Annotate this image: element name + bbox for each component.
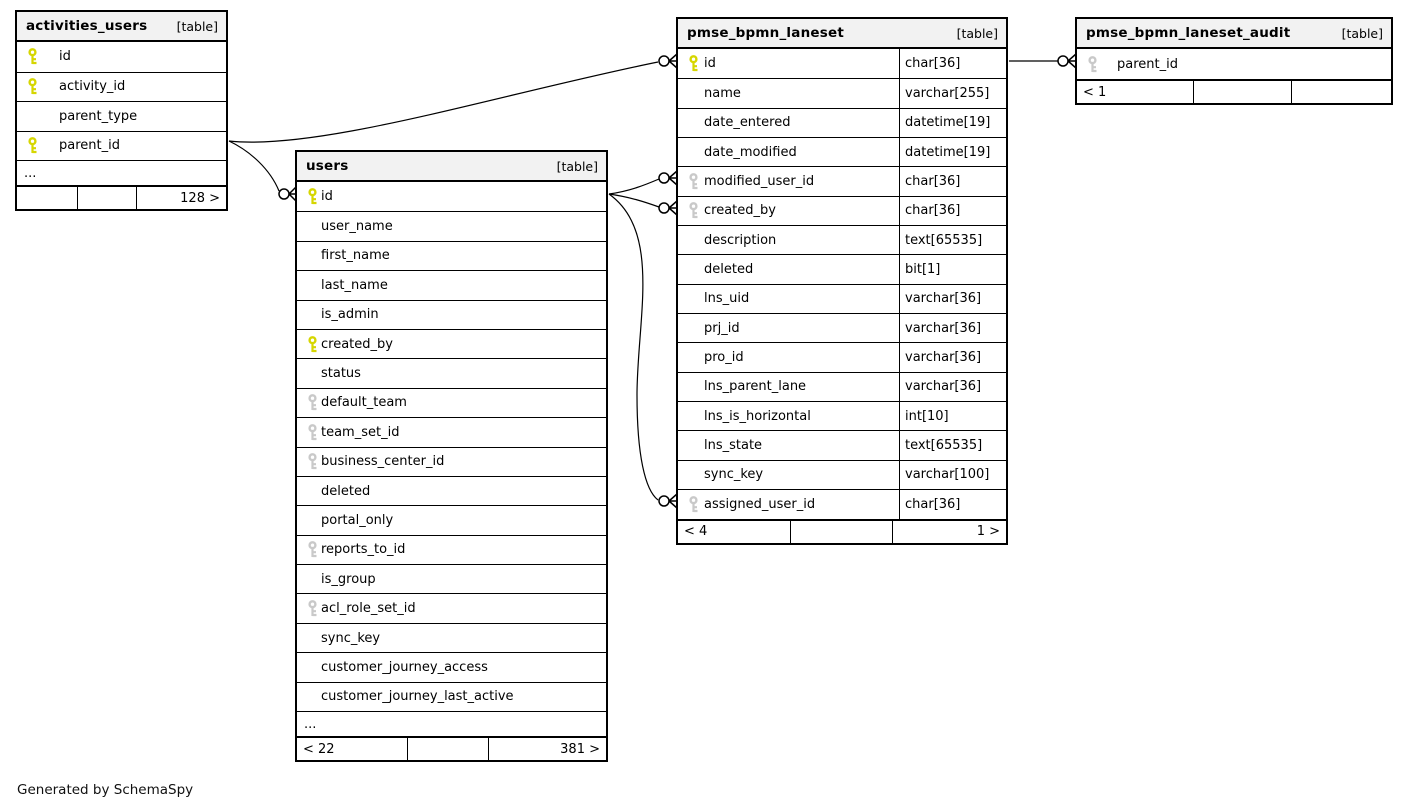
column-name: id <box>704 56 716 72</box>
column-row-lns_parent_lane <box>678 372 1006 401</box>
key-cell <box>678 466 704 483</box>
table-rows <box>678 49 1006 519</box>
column-type: datetime[19] <box>899 109 1006 137</box>
key-cell <box>678 349 704 366</box>
table-name: pmse_bpmn_laneset <box>687 25 844 41</box>
relationship-line <box>229 141 279 191</box>
column-type: char[36] <box>899 197 1006 225</box>
column-name: lns_parent_lane <box>704 379 807 395</box>
relationship-activities_users-parent_id-to-users-id <box>229 141 296 201</box>
primary-key-icon <box>688 55 699 72</box>
column-name: created_by <box>704 203 776 219</box>
column-row-deleted <box>297 476 606 505</box>
key-cell <box>297 247 321 264</box>
column-row-sync_key <box>297 623 606 652</box>
column-name: lns_is_horizontal <box>704 408 811 424</box>
column-row-is_group <box>297 564 606 593</box>
no-key-spacer <box>688 378 699 395</box>
key-cell <box>678 408 704 425</box>
key-cell <box>297 630 321 647</box>
no-key-spacer <box>307 277 318 294</box>
relationship-users-id-to-pmse_bpmn_laneset-modified_user_id <box>609 171 677 194</box>
key-cell <box>17 137 59 154</box>
no-key-spacer <box>688 232 699 249</box>
key-cell <box>297 541 321 558</box>
zero-circle-connector <box>659 56 669 66</box>
column-row-customer_journey_last_active <box>297 682 606 711</box>
index-key-icon <box>688 202 699 219</box>
index-key-icon <box>688 173 699 190</box>
column-name: parent_id <box>1117 56 1178 72</box>
key-cell <box>17 48 59 65</box>
footer-middle-cell <box>790 521 893 543</box>
index-key-icon <box>688 496 699 513</box>
column-name: id <box>59 49 71 65</box>
column-name: name <box>704 86 741 102</box>
column-row-parent_id <box>17 131 226 161</box>
column-type: varchar[36] <box>899 343 1006 371</box>
zero-circle-connector <box>1058 56 1068 66</box>
footer-middle-cell <box>407 738 489 760</box>
column-type: varchar[36] <box>899 314 1006 342</box>
key-cell <box>1077 56 1117 73</box>
index-key-icon <box>307 394 318 411</box>
column-row-last_name <box>297 270 606 299</box>
column-type: varchar[36] <box>899 285 1006 313</box>
primary-key-icon <box>27 48 38 65</box>
column-row-user_name <box>297 211 606 240</box>
key-cell <box>297 365 321 382</box>
table-header[interactable] <box>1077 19 1391 49</box>
zero-circle-connector <box>659 173 669 183</box>
key-cell <box>297 688 321 705</box>
column-name: date_entered <box>704 115 791 131</box>
index-key-icon <box>307 453 318 470</box>
relationship-line <box>229 62 658 142</box>
table-type-tag: [table] <box>556 158 598 174</box>
key-cell <box>678 290 704 307</box>
key-cell <box>297 218 321 235</box>
key-cell <box>678 173 704 190</box>
column-row-reports_to_id <box>297 535 606 564</box>
table-header[interactable] <box>678 19 1006 49</box>
key-cell <box>678 232 704 249</box>
column-row-assigned_user_id <box>678 489 1006 518</box>
footer-right-count: 128 > <box>180 190 220 206</box>
key-cell <box>297 512 321 529</box>
no-key-spacer <box>688 85 699 102</box>
column-row-prj_id <box>678 313 1006 342</box>
footer-right-count: 381 > <box>560 741 600 757</box>
column-type: varchar[100] <box>899 461 1006 489</box>
key-cell <box>297 336 321 353</box>
no-key-spacer <box>307 512 318 529</box>
column-name: sync_key <box>704 467 764 483</box>
no-key-spacer <box>688 320 699 337</box>
column-name: description <box>704 232 777 248</box>
column-name: reports_to_id <box>321 542 406 558</box>
column-name: last_name <box>321 277 388 293</box>
footer-left-count: < 1 <box>1083 84 1107 100</box>
column-name: customer_journey_last_active <box>321 689 514 705</box>
column-name: id <box>321 189 333 205</box>
no-key-spacer <box>307 483 318 500</box>
column-name: sync_key <box>321 630 381 646</box>
column-row-date_entered <box>678 108 1006 137</box>
column-type: varchar[255] <box>899 79 1006 107</box>
column-name: assigned_user_id <box>704 496 816 512</box>
table-pmse_bpmn_laneset[interactable] <box>676 17 1008 545</box>
column-name: date_modified <box>704 144 797 160</box>
key-cell <box>678 114 704 131</box>
column-name: lns_uid <box>704 291 750 307</box>
column-row-status <box>297 358 606 387</box>
column-row-id <box>678 49 1006 78</box>
no-key-spacer <box>307 218 318 235</box>
column-row-acl_role_set_id <box>297 593 606 622</box>
no-key-spacer <box>688 144 699 161</box>
column-row-portal_only <box>297 505 606 534</box>
column-name: deleted <box>704 262 754 278</box>
relationship-users-id-to-pmse_bpmn_laneset-assigned_user_id <box>609 194 677 508</box>
key-cell <box>297 394 321 411</box>
primary-key-icon <box>27 137 38 154</box>
column-name: portal_only <box>321 512 394 528</box>
column-name: created_by <box>321 336 393 352</box>
column-type: text[65535] <box>899 431 1006 459</box>
key-cell <box>297 659 321 676</box>
footer-left-count: < 22 <box>303 741 335 757</box>
table-footer <box>17 185 226 209</box>
column-type: int[10] <box>899 402 1006 430</box>
column-row-first_name <box>297 241 606 270</box>
column-row-activity_id <box>17 72 226 102</box>
index-key-icon <box>1087 56 1098 73</box>
column-name: modified_user_id <box>704 174 815 190</box>
column-row-id <box>297 182 606 211</box>
relationship-line <box>609 194 658 500</box>
column-name: business_center_id <box>321 454 445 470</box>
key-cell <box>297 424 321 441</box>
column-type: text[65535] <box>899 226 1006 254</box>
column-row-name <box>678 78 1006 107</box>
relationship-activities_users-parent_id-to-pmse_bpmn_laneset-id <box>229 54 677 142</box>
column-name: prj_id <box>704 320 740 336</box>
table-footer <box>297 736 606 760</box>
column-name: user_name <box>321 219 393 235</box>
column-name: activity_id <box>59 79 126 95</box>
no-key-spacer <box>688 437 699 454</box>
key-cell <box>297 277 321 294</box>
column-name: lns_state <box>704 438 763 454</box>
key-cell <box>678 320 704 337</box>
table-type-tag: [table] <box>1341 25 1383 41</box>
column-type: varchar[36] <box>899 373 1006 401</box>
column-row-parent_id <box>1077 49 1391 79</box>
column-name: pro_id <box>704 350 744 366</box>
column-row-customer_journey_access <box>297 652 606 681</box>
table-name: activities_users <box>26 18 148 34</box>
relationship-users-id-to-pmse_bpmn_laneset-created_by <box>609 194 677 215</box>
no-key-spacer <box>307 688 318 705</box>
primary-key-icon <box>27 78 38 95</box>
column-row-created_by <box>678 196 1006 225</box>
index-key-icon <box>307 424 318 441</box>
key-cell <box>678 55 704 72</box>
key-cell <box>678 144 704 161</box>
no-key-spacer <box>688 261 699 278</box>
column-name: default_team <box>321 395 407 411</box>
column-row-lns_uid <box>678 284 1006 313</box>
column-row-is_admin <box>297 300 606 329</box>
ellipsis-row: ... <box>297 711 606 736</box>
key-cell <box>297 571 321 588</box>
no-key-spacer <box>307 571 318 588</box>
column-row-description <box>678 225 1006 254</box>
column-row-default_team <box>297 388 606 417</box>
table-name: users <box>306 158 349 174</box>
no-key-spacer <box>688 290 699 307</box>
footer-middle-cell <box>1193 81 1292 103</box>
index-key-icon <box>307 600 318 617</box>
no-key-spacer <box>27 108 38 125</box>
column-type: char[36] <box>899 49 1006 78</box>
table-type-tag: [table] <box>956 25 998 41</box>
column-row-deleted <box>678 254 1006 283</box>
column-row-lns_state <box>678 430 1006 459</box>
table-name: pmse_bpmn_laneset_audit <box>1086 25 1291 41</box>
no-key-spacer <box>307 306 318 323</box>
key-cell <box>17 108 59 125</box>
no-key-spacer <box>307 659 318 676</box>
column-name: status <box>321 366 361 382</box>
table-rows <box>297 182 606 711</box>
column-row-date_modified <box>678 137 1006 166</box>
column-type: datetime[19] <box>899 138 1006 166</box>
column-row-sync_key <box>678 460 1006 489</box>
ellipsis-row: ... <box>17 160 226 185</box>
relationship-pmse_bpmn_laneset-id-to-pmse_bpmn_laneset_audit-parent_id <box>1009 54 1076 68</box>
zero-circle-connector <box>279 189 289 199</box>
column-name: acl_role_set_id <box>321 601 416 617</box>
column-name: first_name <box>321 248 390 264</box>
table-rows <box>17 42 226 160</box>
footer-left-count <box>17 187 77 209</box>
column-row-pro_id <box>678 342 1006 371</box>
column-name: parent_id <box>59 138 120 154</box>
relationship-line <box>609 179 659 194</box>
zero-circle-connector <box>659 203 669 213</box>
no-key-spacer <box>688 349 699 366</box>
column-row-created_by <box>297 329 606 358</box>
column-row-id <box>17 42 226 72</box>
key-cell <box>297 483 321 500</box>
key-cell <box>678 85 704 102</box>
key-cell <box>678 261 704 278</box>
footer-middle-cell <box>77 187 137 209</box>
generated-by-note: Generated by SchemaSpy <box>17 782 194 798</box>
no-key-spacer <box>688 466 699 483</box>
column-row-business_center_id <box>297 447 606 476</box>
footer-right-count: 1 > <box>976 524 1000 539</box>
column-row-lns_is_horizontal <box>678 401 1006 430</box>
table-footer <box>1077 79 1391 103</box>
table-rows <box>1077 49 1391 79</box>
key-cell <box>678 202 704 219</box>
table-header[interactable] <box>17 12 226 42</box>
key-cell <box>678 437 704 454</box>
column-name: team_set_id <box>321 424 400 440</box>
column-name: customer_journey_access <box>321 659 488 675</box>
column-type: char[36] <box>899 167 1006 195</box>
footer-right-count <box>1292 81 1391 103</box>
footer-left-count: < 4 <box>684 524 708 539</box>
no-key-spacer <box>307 365 318 382</box>
column-type: bit[1] <box>899 255 1006 283</box>
table-footer <box>678 519 1006 543</box>
key-cell <box>297 600 321 617</box>
table-header[interactable] <box>297 152 606 182</box>
key-cell <box>297 188 321 205</box>
key-cell <box>678 496 704 513</box>
key-cell <box>297 453 321 470</box>
no-key-spacer <box>307 247 318 264</box>
table-activities_users[interactable] <box>15 10 228 211</box>
no-key-spacer <box>688 408 699 425</box>
key-cell <box>297 306 321 323</box>
index-key-icon <box>307 541 318 558</box>
column-row-team_set_id <box>297 417 606 446</box>
column-name: is_admin <box>321 307 379 323</box>
column-name: is_group <box>321 571 376 587</box>
key-cell <box>17 78 59 95</box>
table-type-tag: [table] <box>176 18 218 34</box>
zero-circle-connector <box>659 496 669 506</box>
no-key-spacer <box>307 630 318 647</box>
column-row-parent_type <box>17 101 226 131</box>
primary-key-icon <box>307 336 318 353</box>
table-pmse_bpmn_laneset_audit[interactable] <box>1075 17 1393 105</box>
no-key-spacer <box>688 114 699 131</box>
column-row-modified_user_id <box>678 166 1006 195</box>
column-type: char[36] <box>899 490 1006 518</box>
column-name: parent_type <box>59 108 138 124</box>
primary-key-icon <box>307 188 318 205</box>
column-name: deleted <box>321 483 371 499</box>
key-cell <box>678 378 704 395</box>
table-users[interactable] <box>295 150 608 762</box>
